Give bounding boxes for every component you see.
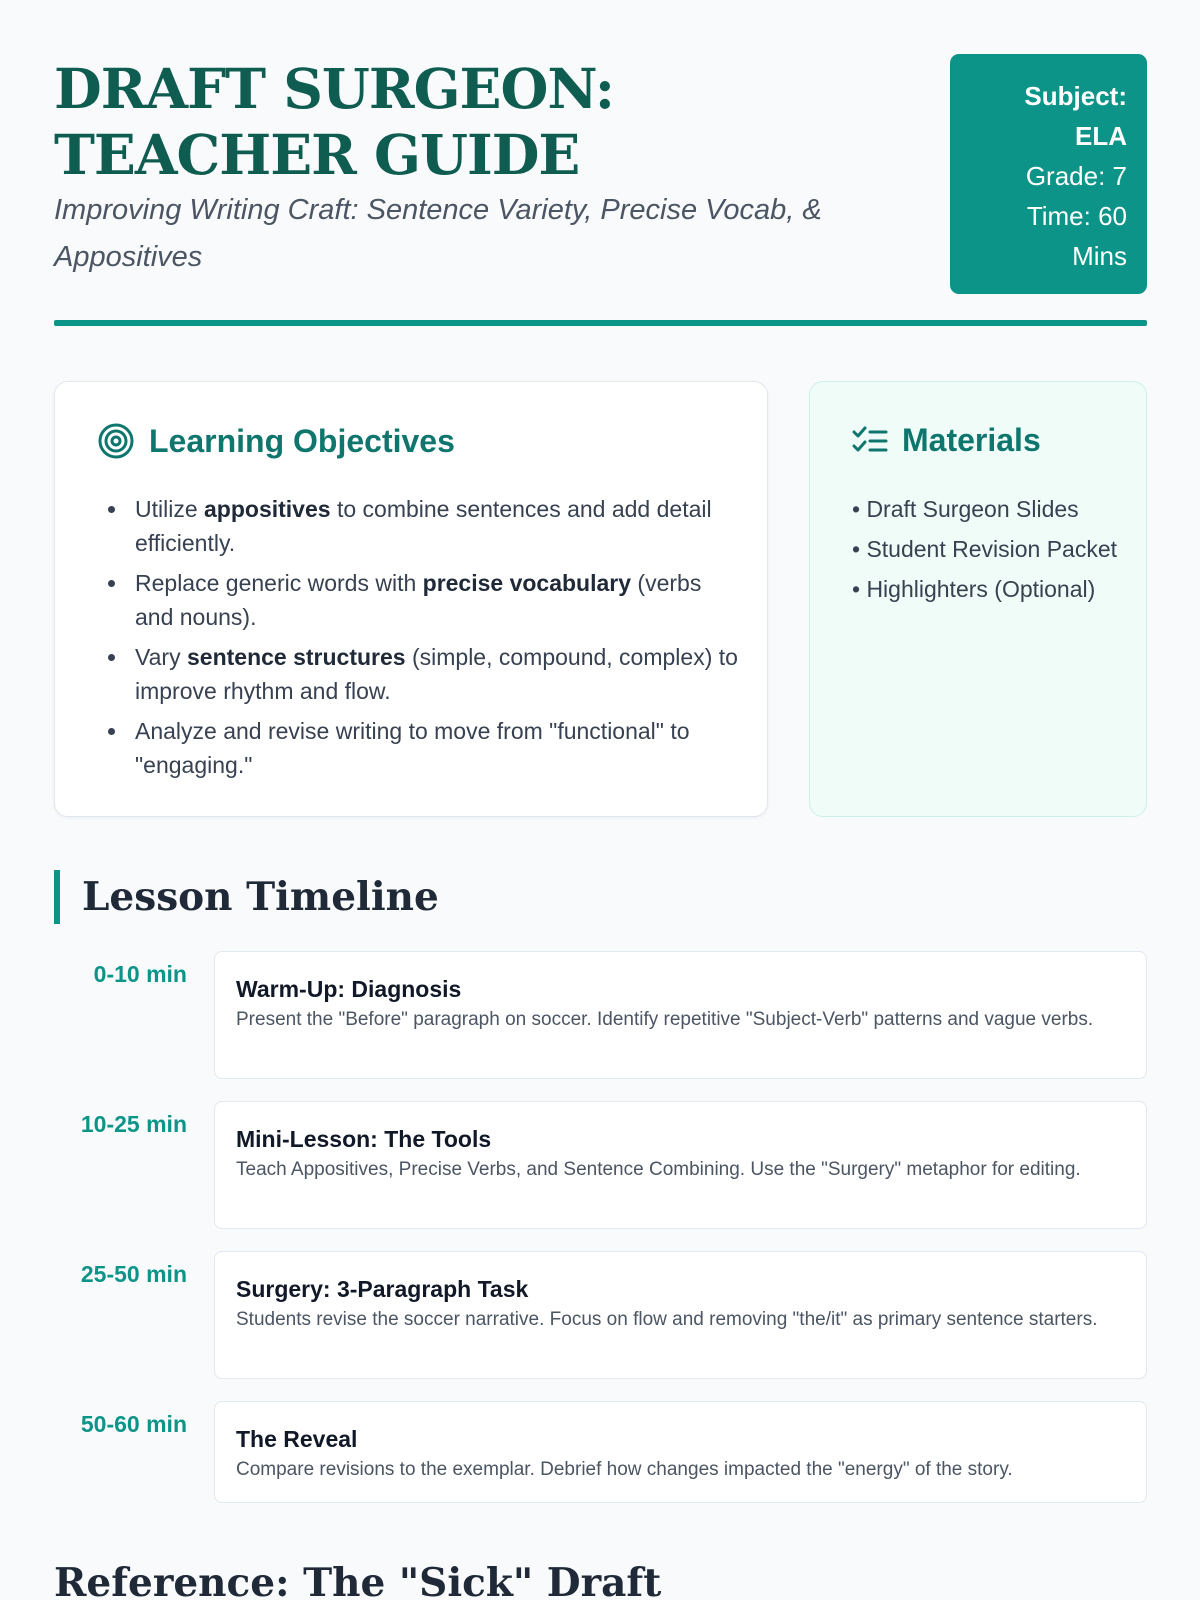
timeline-card-description: Compare revisions to the exemplar. Debrief how changes impacted the "energy" of the story. <box>236 1459 1013 1480</box>
objective-item: Analyze and revise writing to move from "functional" to "engaging." <box>135 714 745 782</box>
timeline-row <box>54 1101 1147 1251</box>
learning-objectives-card <box>54 381 768 817</box>
timeline-row <box>54 1251 1147 1401</box>
reference-heading: Reference: The "Sick" Draft <box>54 1560 662 1600</box>
timeline-card-description: Teach Appositives, Precise Verbs, and Sentence Combining. Use the "Surgery" metaphor for editing. <box>236 1159 1081 1180</box>
checklist-icon <box>852 426 888 456</box>
header-divider <box>54 320 1147 326</box>
objectives-heading <box>97 422 455 460</box>
page-subtitle: Improving Writing Craft: Sentence Variety, Precise Vocab, & Appositives <box>54 194 822 273</box>
target-icon <box>97 422 135 460</box>
materials-heading-label: Materials <box>902 422 1041 458</box>
timeline-row <box>54 1401 1147 1551</box>
subject-label: Subject: <box>1024 81 1127 111</box>
objective-item: Vary sentence structures (simple, compound, complex) to improve rhythm and flow. <box>135 640 745 708</box>
timeline-card-description: Present the "Before" paragraph on soccer. Identify repetitive "Subject-Verb" patterns and vague verbs. <box>236 1009 1094 1030</box>
materials-list <box>852 492 1122 612</box>
timeline-card-title: Surgery: 3-Paragraph Task <box>236 1276 529 1302</box>
lesson-timeline-heading: Lesson Timeline <box>54 870 439 924</box>
lesson-meta-box <box>950 54 1147 294</box>
time-info: Time: 60 Mins <box>1026 201 1127 271</box>
objective-item: Utilize appositives to combine sentences and add detail efficiently. <box>135 492 745 560</box>
lesson-timeline <box>54 951 1147 1551</box>
timeline-card <box>214 951 1147 1079</box>
timeline-card <box>214 1251 1147 1379</box>
timeline-time: 25-50 min <box>80 1261 187 1287</box>
materials-card <box>809 381 1147 817</box>
page-header <box>54 0 1147 326</box>
timeline-time: 50-60 min <box>80 1411 187 1437</box>
objective-item: Replace generic words with precise vocabulary (verbs and nouns). <box>135 566 745 634</box>
timeline-card <box>214 1101 1147 1229</box>
timeline-row <box>54 951 1147 1101</box>
page-title: DRAFT SURGEON: TEACHER GUIDE <box>54 56 615 187</box>
timeline-time: 0-10 min <box>93 961 187 987</box>
timeline-time: 10-25 min <box>80 1111 187 1137</box>
material-item: • Highlighters (Optional) <box>852 576 1096 602</box>
material-item: • Draft Surgeon Slides <box>852 496 1079 522</box>
timeline-card-title: The Reveal <box>236 1426 358 1452</box>
material-item: • Student Revision Packet <box>852 536 1118 562</box>
timeline-card-title: Warm-Up: Diagnosis <box>236 976 462 1002</box>
overview-cards <box>54 381 1147 817</box>
timeline-card-description: Students revise the soccer narrative. Focus on flow and removing "the/it" as primary sentence starters. <box>236 1309 1098 1330</box>
timeline-card-title: Mini-Lesson: The Tools <box>236 1126 492 1152</box>
objectives-heading-label: Learning Objectives <box>149 422 455 459</box>
materials-heading <box>852 422 1041 459</box>
teacher-guide-page <box>54 0 1147 1600</box>
subject-value: ELA <box>1075 121 1127 151</box>
objectives-list <box>135 492 745 788</box>
grade-info: Grade: 7 <box>1025 161 1127 191</box>
timeline-card <box>214 1401 1147 1503</box>
